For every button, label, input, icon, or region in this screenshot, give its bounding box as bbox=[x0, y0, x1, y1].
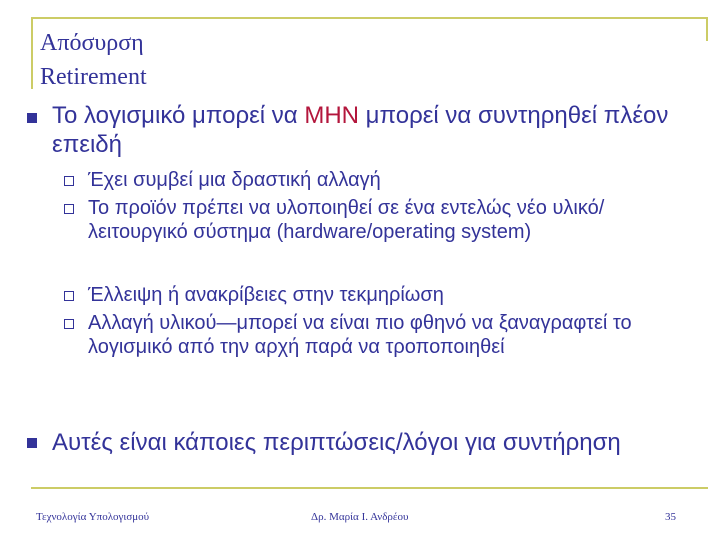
top-rule bbox=[31, 17, 708, 19]
subbullet-2: Το προϊόν πρέπει να υλοποιηθεί σε ένα εντελώς νέο υλικό/ λειτουργικό σύστημα (hardware/operating system) bbox=[88, 197, 605, 243]
bullet-main-2: Αυτές είναι κάποιες περιπτώσεις/λόγοι για συντήρηση bbox=[52, 429, 621, 456]
bullet-hollow-square-icon bbox=[64, 291, 74, 301]
left-rule bbox=[31, 17, 33, 89]
bullet-main-1-after: μπορεί να συντηρηθεί πλέον επειδή bbox=[52, 102, 669, 158]
bullet-main-1 bbox=[52, 101, 672, 159]
title-english: Retirement bbox=[40, 64, 147, 90]
footer-course: Τεχνολογία Υπολογισμού bbox=[36, 511, 150, 523]
bullet-main-1-before: Το λογισμικό μπορεί να bbox=[52, 102, 305, 129]
subbullet-4: Αλλαγή υλικού—μπορεί να είναι πιο φθηνό να ξαναγραφτεί το λογισμικό από την αρχή παρά να τροποποιηθεί bbox=[88, 312, 632, 358]
bullet-square-icon bbox=[27, 438, 37, 448]
bottom-rule bbox=[31, 487, 708, 489]
bullet-hollow-square-icon bbox=[64, 319, 74, 329]
slide-title bbox=[40, 26, 147, 94]
title-greek: Απόσυρση bbox=[40, 30, 144, 56]
right-rule bbox=[706, 17, 708, 41]
bullet-hollow-square-icon bbox=[64, 204, 74, 214]
footer-author: Δρ. Μαρία Ι. Ανδρέου bbox=[311, 511, 409, 523]
footer-page-number: 35 bbox=[665, 511, 676, 523]
subbullet-3: Έλλειψη ή ανακρίβειες στην τεκμηρίωση bbox=[88, 284, 444, 306]
bullet-square-icon bbox=[27, 113, 37, 123]
subbullet-1: Έχει συμβεί μια δραστική αλλαγή bbox=[88, 169, 381, 191]
bullet-main-1-highlight: ΜΗΝ bbox=[304, 102, 359, 129]
bullet-hollow-square-icon bbox=[64, 176, 74, 186]
